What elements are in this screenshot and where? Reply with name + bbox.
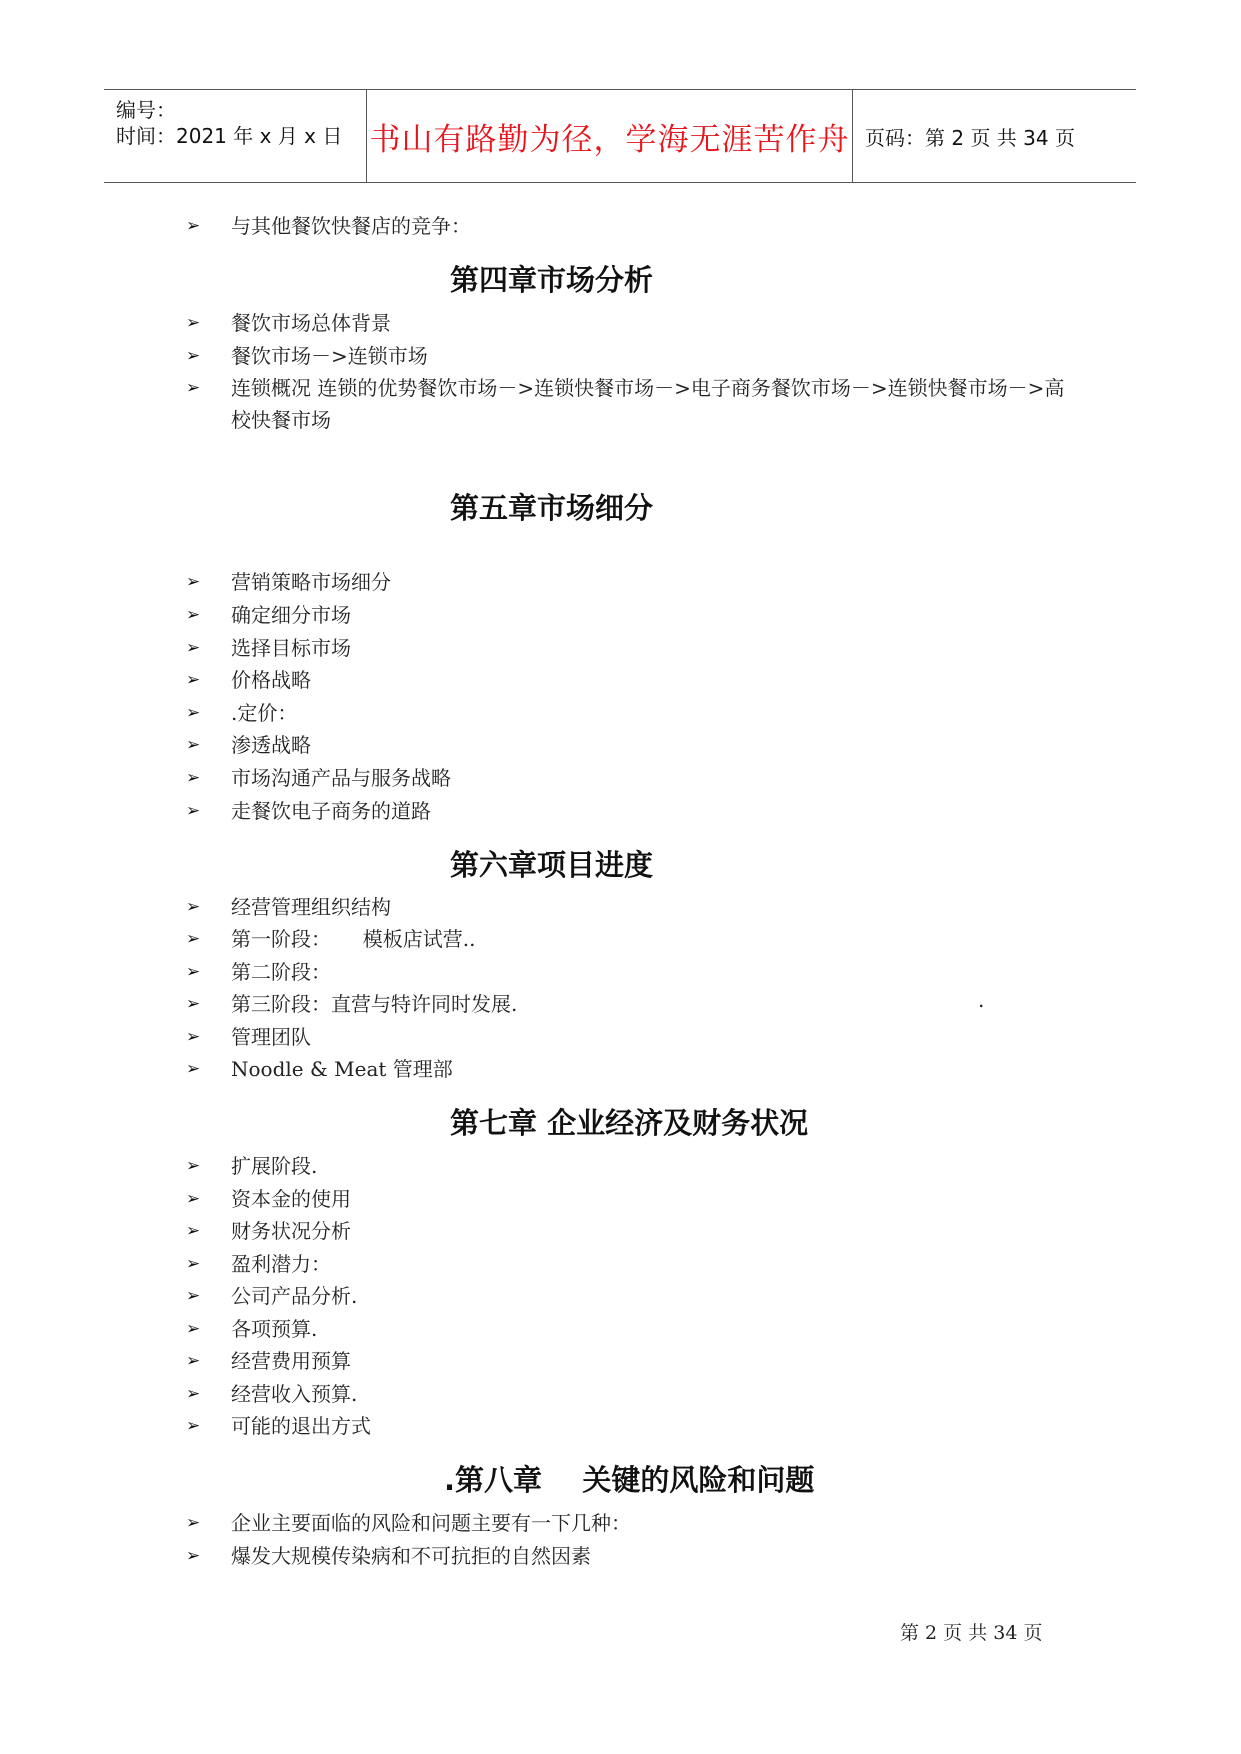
list-item: ➢ 经营收入预算. (186, 1378, 357, 1410)
list-item: ➢ 盈利潜力： (186, 1248, 331, 1280)
page-code-text: 页码：第 2 页 共 34 页 (865, 125, 1075, 150)
bullet-arrow-icon: ➢ (186, 994, 201, 1014)
page-footer: 第 2 页 共 34 页 (900, 1622, 1043, 1644)
bullet-arrow-icon: ➢ (186, 1221, 201, 1241)
list-item: ➢ 营销策略市场细分 (186, 566, 391, 598)
header-meta (104, 90, 367, 182)
list-item: ➢ 资本金的使用 (186, 1183, 351, 1215)
chapter-6-heading: 第六章项目进度 (450, 848, 654, 882)
bullet-arrow-icon: ➢ (186, 703, 201, 723)
bullet-arrow-icon: ➢ (186, 572, 201, 592)
list-item: ➢ 餐饮市场总体背景 (186, 307, 391, 339)
bullet-arrow-icon: ➢ (186, 801, 201, 821)
list-item: ➢ 走餐饮电子商务的道路 (186, 795, 431, 827)
list-item: ➢ 扩展阶段. (186, 1150, 317, 1182)
header-motto-cell (367, 90, 853, 182)
list-item: ➢ Noodle & Meat 管理部 (186, 1053, 453, 1085)
list-item: ➢ 财务状况分析 (186, 1215, 351, 1247)
list-item: ➢ 可能的退出方式 (186, 1410, 371, 1442)
document-number: 编号： (116, 98, 176, 122)
list-item: ➢ 餐饮市场－>连锁市场 (186, 340, 428, 372)
list-item: ➢ 经营管理组织结构 (186, 891, 391, 923)
list-item: ➢ 公司产品分析. (186, 1280, 357, 1312)
bullet-arrow-icon: ➢ (186, 962, 201, 982)
list-item: ➢ 价格战略 (186, 664, 311, 696)
list-item: ➢ 第一阶段： 模板店试营.. (186, 923, 476, 955)
list-item: ➢ 市场沟通产品与服务战略 (186, 762, 451, 794)
bullet-arrow-icon: ➢ (186, 605, 201, 625)
chapter-5-heading: 第五章市场细分 (450, 491, 654, 525)
chapter-7-heading: 第七章 企业经济及财务状况 (450, 1106, 809, 1140)
list-item: ➢ 连锁概况 连锁的优势餐饮市场－>连锁快餐市场－>电子商务餐饮市场－>连锁快餐市场－>高校快餐市场 (186, 372, 1066, 436)
bullet-arrow-icon: ➢ (186, 216, 201, 236)
bullet-arrow-icon: ➢ (186, 929, 201, 949)
bullet-arrow-icon: ➢ (186, 1513, 201, 1533)
bullet-arrow-icon: ➢ (186, 735, 201, 755)
list-item: ➢ 确定细分市场 (186, 599, 351, 631)
list-item: ➢ 企业主要面临的风险和问题主要有一下几种： (186, 1507, 631, 1539)
bullet-arrow-icon: ➢ (186, 1156, 201, 1176)
list-item: ➢ 各项预算. (186, 1313, 317, 1345)
bullet-arrow-icon: ➢ (186, 1059, 201, 1079)
chapter-8-heading: .第八章 关键的风险和问题 (444, 1463, 815, 1497)
list-item: ➢ 渗透战略 (186, 729, 311, 761)
header-page-code (853, 90, 1136, 182)
bullet-arrow-icon: ➢ (186, 1027, 201, 1047)
list-item: ➢ 第二阶段： (186, 956, 331, 988)
bullet-arrow-icon: ➢ (186, 1546, 201, 1566)
bullet-arrow-icon: ➢ (186, 1189, 201, 1209)
page-header (104, 89, 1136, 183)
list-item: ➢ 与其他餐饮快餐店的竞争： (186, 210, 471, 242)
bullet-arrow-icon: ➢ (186, 1286, 201, 1306)
bullet-arrow-icon: ➢ (186, 346, 201, 366)
stray-dot: . (978, 988, 985, 1012)
bullet-arrow-icon: ➢ (186, 313, 201, 333)
list-item: ➢ 爆发大规模传染病和不可抗拒的自然因素 (186, 1540, 591, 1572)
list-item: ➢ 经营费用预算 (186, 1345, 351, 1377)
bullet-arrow-icon: ➢ (186, 670, 201, 690)
bullet-arrow-icon: ➢ (186, 1319, 201, 1339)
header-motto: 书山有路勤为径，学海无涯苦作舟 (369, 121, 850, 158)
list-item: ➢ .定价： (186, 697, 297, 729)
list-item: ➢ 第三阶段：直营与特许同时发展. (186, 988, 517, 1020)
bullet-arrow-icon: ➢ (186, 1254, 201, 1274)
list-item: ➢ 管理团队 (186, 1021, 311, 1053)
bullet-arrow-icon: ➢ (186, 1351, 201, 1371)
bullet-arrow-icon: ➢ (186, 378, 201, 398)
chapter-4-heading: 第四章市场分析 (450, 263, 654, 297)
bullet-arrow-icon: ➢ (186, 638, 201, 658)
list-item: ➢ 选择目标市场 (186, 632, 351, 664)
bullet-arrow-icon: ➢ (186, 897, 201, 917)
bullet-arrow-icon: ➢ (186, 1416, 201, 1436)
bullet-arrow-icon: ➢ (186, 1384, 201, 1404)
document-date: 时间：2021 年 x 月 x 日 (116, 124, 343, 148)
bullet-arrow-icon: ➢ (186, 768, 201, 788)
